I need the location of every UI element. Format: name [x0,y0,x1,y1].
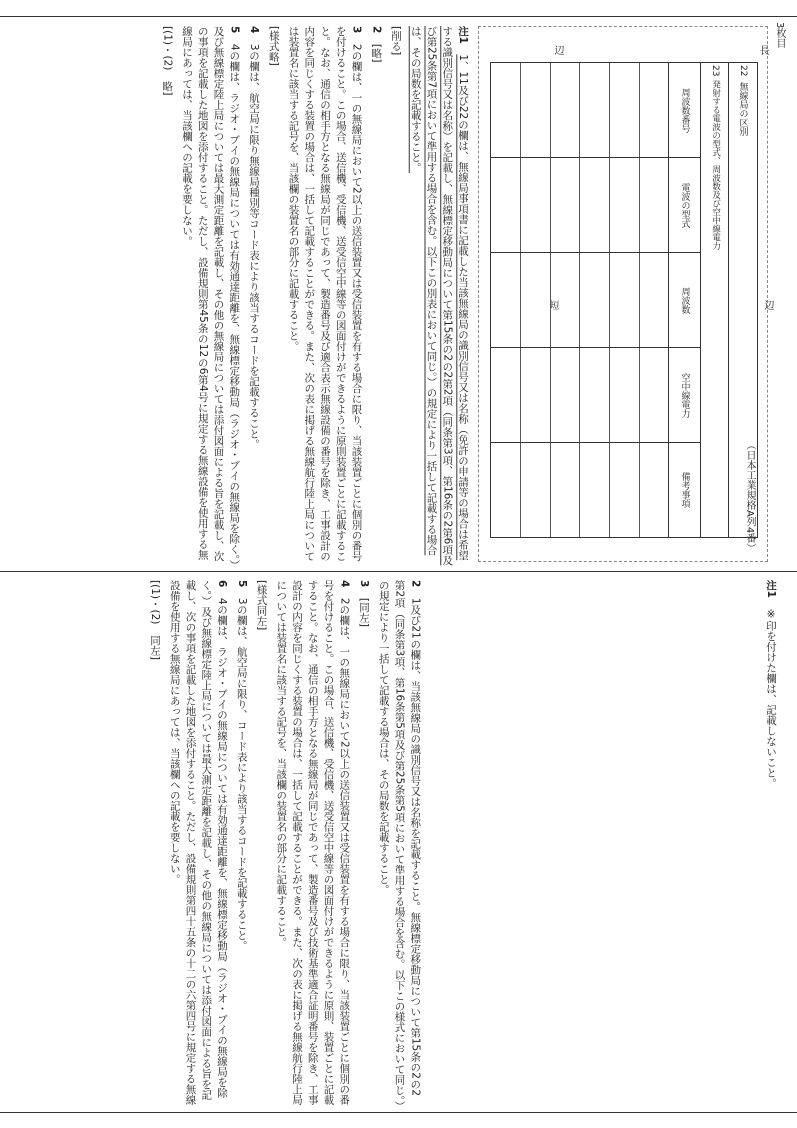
table-row [491,348,669,443]
note-item [166,580,229,1106]
dimension-short-left-label: 辺 [552,45,563,55]
field-cell [669,158,701,253]
note-mark: 注1 [457,26,469,44]
field-label: 空中線電力 [679,372,690,418]
note-item [375,580,422,1106]
field-label: 周波数番号 [679,87,690,133]
field-label: 備考事項 [679,472,690,508]
note-mark: 5 [228,26,241,34]
note-item [265,26,281,566]
field-label: 周波数 [679,286,690,314]
note-item [285,26,364,566]
note-text: 3の欄は、航空局に限り無線局種別等コード表により該当するコードを記載すること。 [248,43,260,450]
form-title: （日本工業規格A列4番） [744,440,755,554]
header-label: 無線局の区別 [737,82,748,137]
note-item [146,580,162,1106]
table-section-column [700,63,729,537]
field-cell [669,253,701,348]
table-row [491,63,669,158]
note-item [368,26,384,566]
note-text: [同左] [358,597,370,628]
note-text: 1、11及び22の欄は、無線局事項書に記載した当該無線局の識別信号又は名称（免許の申請等の場合は希望する識別信号又は名称）を記載し、無線標定移動局について第15条の2の2第2項（同条第3項、第16条の2第6項及び第25条第7項において準用する場合を含む。以下この別表において同じ。）の規定により一括して記載する場合は、その局数を記載すること。 [409,26,469,566]
note-text: [削る] [390,26,402,56]
note-item [762,580,778,1106]
note-text: 3の欄は、航空局に限り、コード表により該当するコードを記載すること。 [235,597,248,951]
section-number: 23 [710,65,720,77]
note-mark: 2 [409,580,422,588]
note-text: 1及び21の欄は、当該無線局の識別信号又は名称を記載すること。無線標定移動局について第15条の2の2第2項（同条第3項、第16条第5項及び第25条第5項において準用する場合を含む。以下この様式において同じ。）の規定により一括して記載する場合は、その局数を記載すること。 [377,580,422,1106]
note-item [355,580,371,1106]
note-mark: 2 [370,26,383,34]
note-mark: 3 [350,26,363,34]
note-mark: 4 [248,26,260,34]
table-row [491,253,669,348]
note-text: ※印を付けた欄は、記載しないこと。 [765,608,777,789]
top-notes [18,26,470,566]
note-text: 4の欄は、ラジオ・ブイの無線局については有効通達距離を、無線標定移動局（ラジオ・ブイの無線局を除く。）及び無線標定陸上局については最大測定距離を記載し、その他の無線局については添付図面による旨を記載し、次の事項を記載した地図を添付すること。ただし、設備規則第四十五条の十二の六第四号に規定する無線設備を使用する無線局にあっては、当該欄への記載を要しない。 [168,580,228,1105]
note-mark: 6 [216,580,228,588]
note-item [233,580,249,1106]
table-row [491,158,669,253]
note-text: [(1)・(2) 略] [161,26,174,96]
note-mark: 3 [358,580,370,588]
field-headers [668,63,701,537]
note-text: 4の欄は、ラジオ・ブイの無線局については有効通達距離を、無線標定移動局（ラジオ・ブイの無線局を除く。）及び無線標定陸上局については最大測定距離を記載し、その他の無線局については添付図面による旨を記載し、次の事項を記載した地図を添付すること。ただし、設備規則第45条の12の6第4号に規定する無線設備を使用する無線局にあっては、当該欄への記載を要しない。 [181,26,241,565]
field-cell [669,63,701,158]
dimension-short-label: 短 [547,300,558,310]
page-number: 3枚目 [774,22,785,49]
note-text: [様式同左] [255,580,268,631]
bottom-notes-body [18,580,778,1106]
note-item [245,26,261,566]
note-text: 2の欄は、一の無線局において2以上の送信装置又は受信装置を有する場合に限り、当該装置ごとに個別の番号を付けること。この場合、送信機、受信機、送受信空中線等の図面付けができるように原則、装置ごとに記載すること。なお、通信の相手方となる無線局が同じであって、製造番号及び技術基準適合証明番号を除き、工事設計の内容を同じくする装置の場合は、一括して記載することができる。また、次の表に掲げる無線航行陸上局については装置名に該当する記号を、当該欄の装置名の部分に記載すること。 [275,580,351,1105]
note-text: [略] [370,43,383,63]
top-rule [0,16,797,17]
note-mark: 5 [235,580,248,588]
top-notes-body [18,26,470,566]
table-grid [491,63,669,537]
table-header-row [728,63,757,537]
dimension-long-label: 長 [757,45,768,55]
note-text: [様式略] [267,26,280,66]
field-label: 電波の型式 [679,182,690,228]
note-item [273,580,352,1106]
field-cell [669,348,701,443]
note-item [407,26,470,566]
section-label: 発射する電波の型式、周波数及び空中線電力 [710,80,721,251]
dimension-short-right-label: 辺 [762,300,773,310]
note-item [387,26,403,566]
note-mark: 4 [338,580,351,588]
bottom-notes [18,580,778,1106]
note-mark: 注1 [765,580,777,598]
note-item [159,26,175,566]
field-cell [669,443,701,537]
note-item [253,580,269,1106]
frequency-table [490,62,758,538]
note-item [178,26,241,566]
note-text: 2の欄は、一の無線局において2以上の送信装置又は受信装置を有する場合に限り、当該装置ごとに個別の番号を付けること。この場合、送信機、受信機、送受信空中線等の図面付けができるように原則装置ごとに記載すること。なお、通信の相手方となる無線局が同じであって、製造番号及び適合表示無線設備の番号を除き、工事設計の内容を同じくする装置の場合は、一括して記載することができる。また、次の表に掲げる無線航行陸上局については装置名に該当する記号を、当該欄の装置名の部分に記載すること。 [287,26,363,562]
bottom-rule [0,1112,797,1113]
table-row [491,443,669,537]
note-text: [(1)・(2) 同左] [149,580,161,660]
middle-rule [0,571,797,572]
header-number: 22 [738,65,748,77]
